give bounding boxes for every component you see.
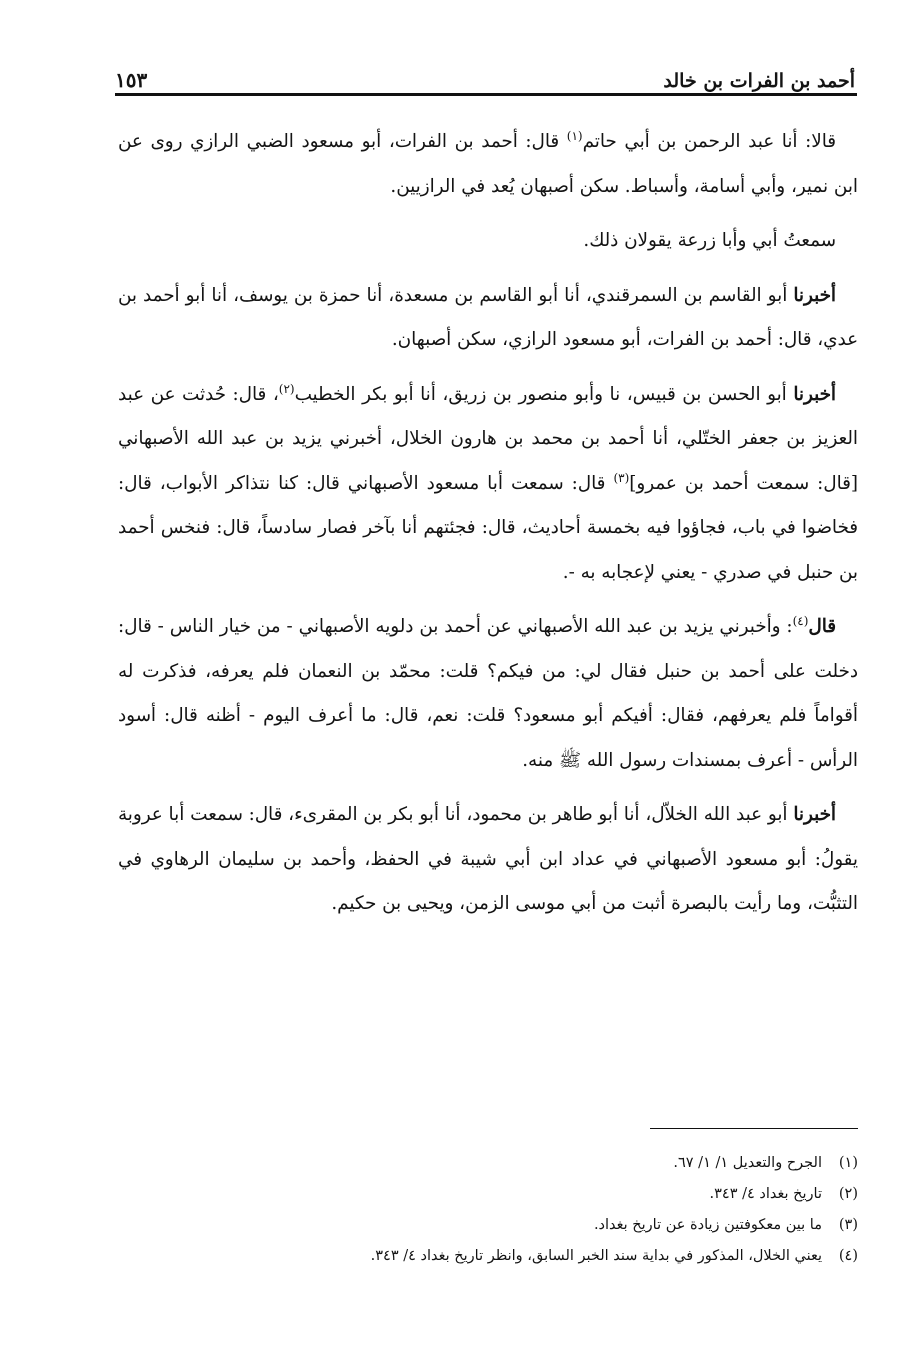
page-number: ١٥٣ bbox=[115, 68, 148, 92]
lead-word: قال bbox=[808, 616, 836, 637]
footnote-text: يعني الخلال، المذكور في بداية سند الخبر السابق، وانظر تاريخ بغداد ٤/ ٣٤٣. bbox=[370, 1248, 822, 1264]
paragraph-6 bbox=[118, 793, 858, 927]
footnote-ref: (٣) bbox=[613, 470, 630, 485]
footnotes bbox=[240, 1148, 858, 1272]
footnote-ref: (١) bbox=[566, 128, 583, 143]
footnote-item bbox=[240, 1179, 858, 1210]
main-text bbox=[118, 120, 858, 927]
footnote-ref: (٤) bbox=[792, 613, 809, 628]
footnote-item bbox=[240, 1241, 858, 1272]
paragraph-3 bbox=[118, 274, 858, 363]
paragraph-4 bbox=[118, 373, 858, 596]
footnote-text: تاريخ بغداد ٤/ ٣٤٣. bbox=[709, 1186, 822, 1202]
paragraph-2 bbox=[118, 219, 858, 264]
page-header bbox=[115, 62, 855, 92]
paragraph-5 bbox=[118, 605, 858, 783]
footnote-item bbox=[240, 1148, 858, 1179]
footnote-number: (٢) bbox=[838, 1186, 858, 1202]
footnote-text: ما بين معكوفتين زيادة عن تاريخ بغداد. bbox=[593, 1217, 822, 1233]
running-title: أحمد بن الفرات بن خالد bbox=[663, 70, 855, 92]
paragraph-text: قال: أحمد بن الفرات، أبو مسعود الضبي الرازي روى عن ابن نمير، وأبي أسامة، وأسباط. سكن أصبهان يُعد في الرازيين. bbox=[118, 131, 858, 197]
paragraph-text: سمعتُ أبي وأبا زرعة يقولان ذلك. bbox=[583, 230, 836, 251]
footnote-text: الجرح والتعديل ١/ ١/ ٦٧. bbox=[673, 1155, 822, 1171]
footnote-separator bbox=[650, 1128, 858, 1129]
lead-word: أخبرنا bbox=[793, 284, 836, 306]
paragraph-text: قال: سمعت أبا مسعود الأصبهاني قال: كنا نتذاكر الأبواب، قال: فخاضوا في باب، فجاؤوا فيه بخمسة أحاديث، قال: فجئتهم أنا بآخر فصار سادساً، قال: فنخس أحمد بن حنبل في صدري - يعني لإعجابه به -. bbox=[118, 472, 858, 583]
paragraph-text: ، قال: حُدثت عن عبد العزيز بن جعفر الختّلي، أنا أحمد بن محمد بن هارون الخلال، أخبرني يزيد بن عبد الله الأصبهاني [قال: سمعت أحمد بن عمرو] bbox=[118, 383, 859, 494]
paragraph-1 bbox=[118, 120, 858, 209]
lead-word: أخبرنا bbox=[793, 383, 836, 405]
paragraph-text: قالا: أنا عبد الرحمن بن أبي حاتم bbox=[582, 131, 837, 152]
paragraph-text: أبو القاسم بن السمرقندي، أنا أبو القاسم بن مسعدة، أنا حمزة بن يوسف، أنا أبو أحمد بن عدي، قال: أحمد بن الفرات، أبو مسعود الرازي، سكن أصبهان. bbox=[118, 284, 858, 350]
lead-word: أخبرنا bbox=[793, 804, 836, 825]
paragraph-text: : وأخبرني يزيد بن عبد الله الأصبهاني عن أحمد بن دلويه الأصبهاني - من خيار الناس - قال: دخلت على أحمد بن حنبل فقال لي: من فيكم؟ قلت: محمّد بن النعمان فلم يعرفه، فذكرت له أقواماً فلم يعرفهم، فقال: أفيكم أبو مسعود؟ قلت: نعم، قال: ما أعرف اليوم - أظنه قال: أسود الرأس - أعرف بمسندات رسول الله ﷺ منه. bbox=[118, 616, 858, 771]
footnote-number: (٤) bbox=[838, 1248, 858, 1264]
paragraph-text: أبو عبد الله الخلاّل، أنا أبو طاهر بن محمود، أنا أبو بكر بن المقرىء، قال: سمعت أبا عروبة يقولُ: أبو مسعود الأصبهاني في عداد ابن أبي شيبة في الحفظ، وأحمد بن سليمان الرهاوي في التثبُّت، وما رأيت بالبصرة أثبت من أبي موسى الزمن، ويحيى بن حكيم. bbox=[118, 804, 858, 914]
footnote-number: (٣) bbox=[838, 1217, 858, 1233]
footnote-ref: (٢) bbox=[278, 381, 295, 396]
header-rule bbox=[115, 93, 857, 96]
paragraph-text: أبو الحسن بن قبيس، نا وأبو منصور بن زريق، أنا أبو بكر الخطيب bbox=[294, 383, 794, 405]
footnote-number: (١) bbox=[838, 1155, 858, 1171]
footnote-item bbox=[240, 1210, 858, 1241]
